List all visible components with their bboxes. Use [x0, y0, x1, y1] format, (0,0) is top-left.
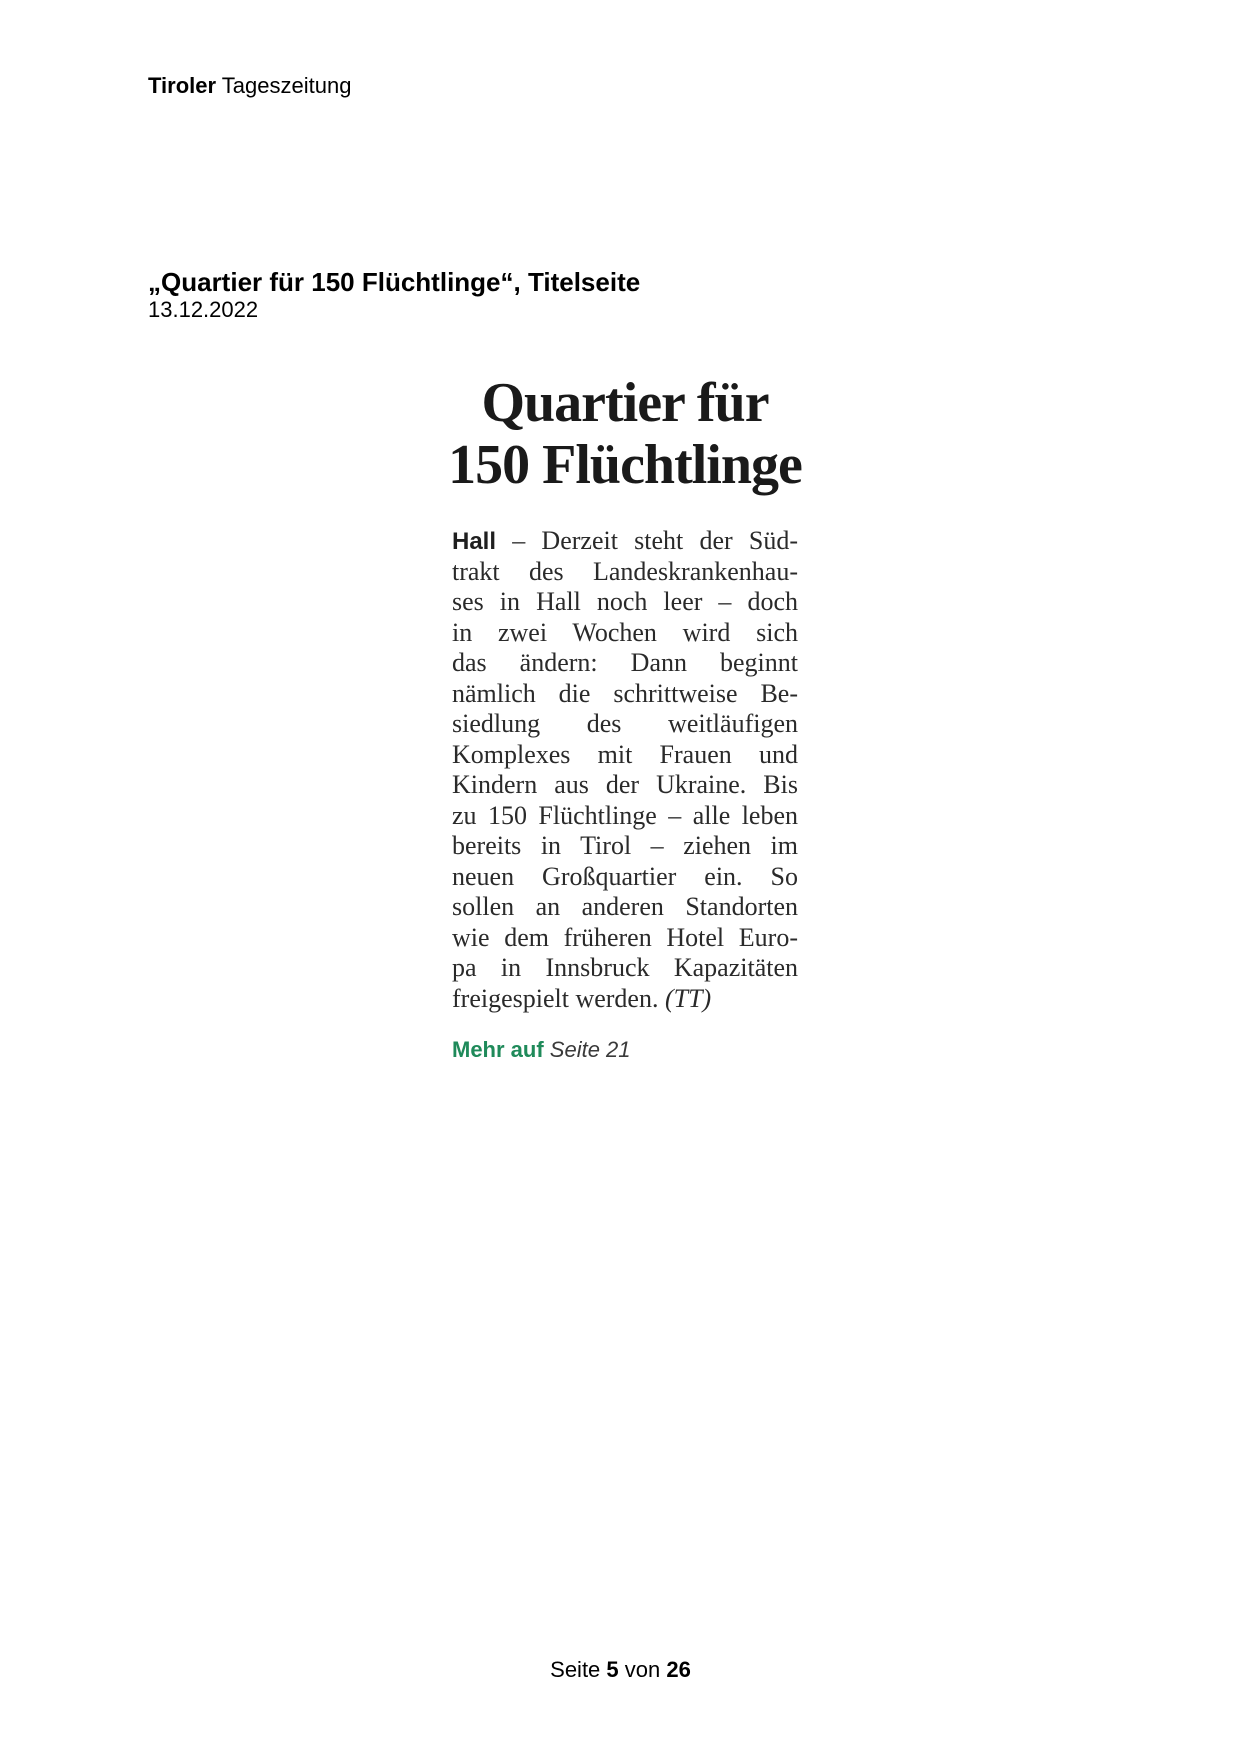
page-footer — [0, 1656, 1241, 1684]
document-heading: „Quartier für 150 Flüchtlinge“, Titelseite — [148, 267, 641, 297]
article-body-line: das ändern: Dann beginnt — [452, 648, 798, 677]
publication-name — [148, 72, 351, 100]
footer-page-number: 5 — [606, 1657, 619, 1682]
article-body-line: nämlich die schrittweise Be- — [452, 678, 798, 708]
article-body-line: trakt des Landeskrankenhau- — [452, 556, 798, 586]
footer-page-total: 26 — [666, 1657, 691, 1682]
continued-label: Mehr auf — [452, 1037, 544, 1062]
publication-name-bold: Tiroler — [148, 73, 217, 98]
article-title — [440, 372, 810, 496]
footer-prefix: Seite — [550, 1657, 607, 1682]
footer-middle: von — [618, 1657, 667, 1682]
article-body-line: wie dem früheren Hotel Euro- — [452, 922, 798, 952]
article-dateline: Hall — [452, 528, 497, 555]
article-byline: (TT) — [664, 983, 712, 1013]
article-body-line: zu 150 Flüchtlinge – alle leben — [452, 800, 798, 830]
article-body-line: ses in Hall noch leer – doch — [452, 587, 798, 616]
article-body-text: – Derzeit steht der Süd- — [496, 526, 798, 555]
article-body-line: Kindern aus der Ukraine. Bis — [452, 770, 798, 799]
continued-page: Seite 21 — [543, 1037, 631, 1062]
article-body-line: bereits in Tirol – ziehen im — [452, 831, 798, 860]
article-body-line — [452, 984, 798, 1015]
article-body-line: neuen Großquartier ein. So — [452, 861, 798, 891]
document-date: 13.12.2022 — [148, 297, 259, 322]
article-body-line: in zwei Wochen wird sich — [452, 617, 798, 647]
continued-reference — [452, 1036, 810, 1064]
article-clipping — [440, 372, 810, 1064]
article-body-line: pa in Innsbruck Kapazitäten — [452, 953, 798, 982]
article-body — [452, 526, 798, 1014]
article-title-line: Quartier für — [481, 372, 769, 434]
article-body-line: sollen an anderen Standorten — [452, 892, 798, 921]
article-body-line: Komplexes mit Frauen und — [452, 739, 798, 769]
article-body-line — [452, 526, 798, 557]
article-body-text: freigespielt werden. — [452, 983, 665, 1013]
article-body-line: siedlung des weitläufigen — [452, 709, 798, 738]
article-title-line: 150 Flüchtlinge — [448, 434, 802, 496]
publication-name-rest: Tageszeitung — [216, 73, 352, 98]
